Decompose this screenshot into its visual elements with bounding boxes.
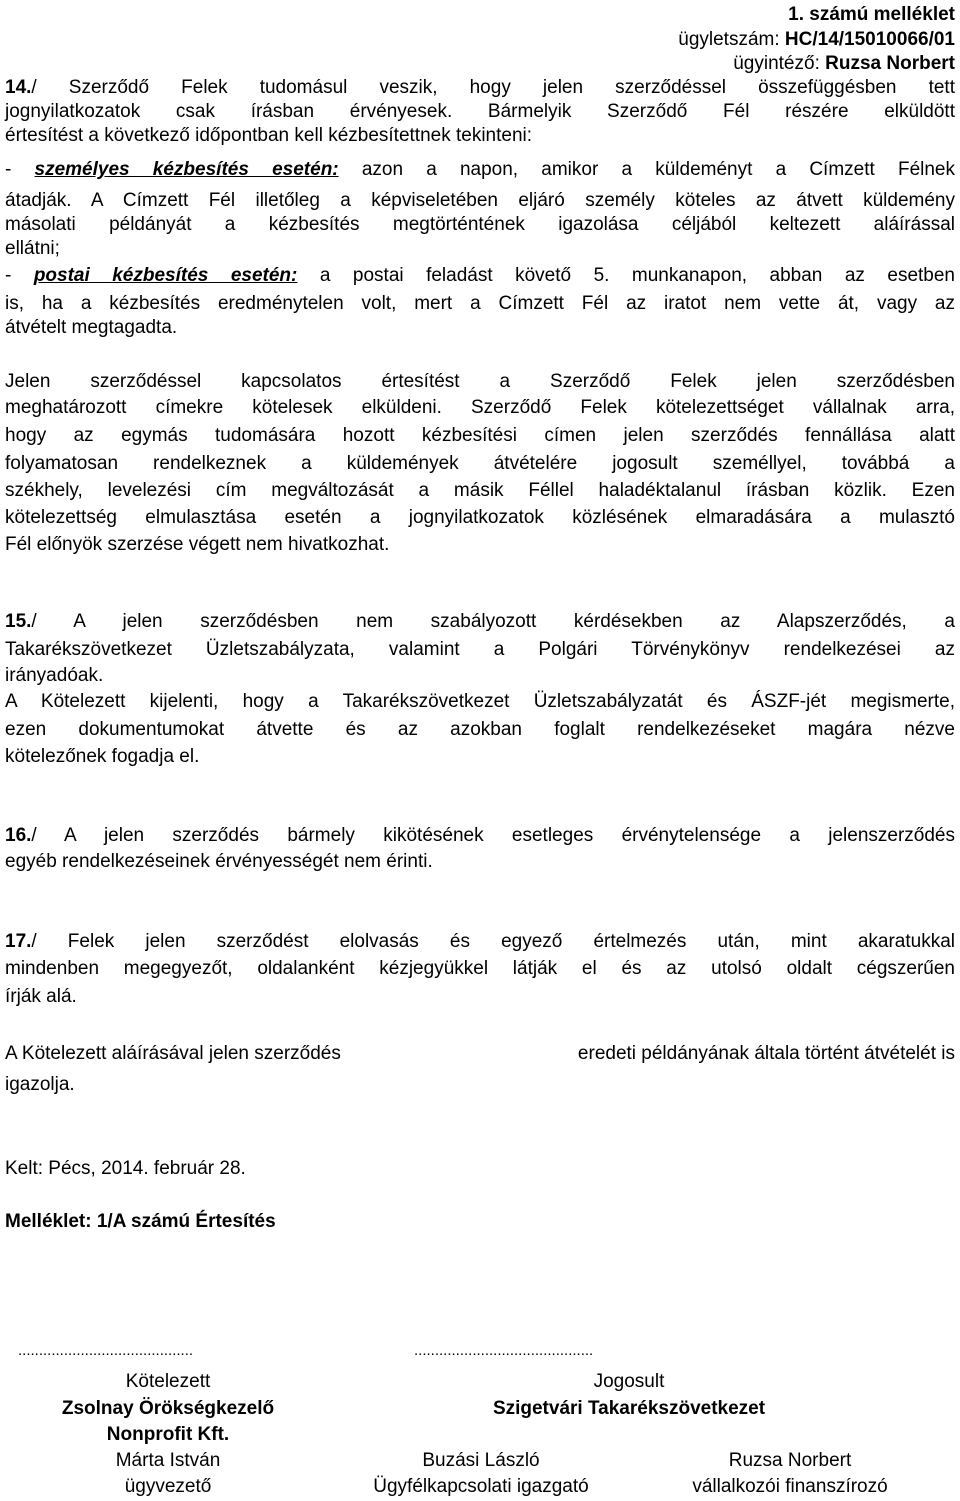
section-14-line-6: másolati példányát a kézbesítés megtörténtének igazolása céljából keltezett aláírással bbox=[5, 214, 955, 235]
section-14-line-2: jognyilatkozatok csak írásban érvényesek. Bármelyik Szerződő Fél részére elküldött bbox=[5, 101, 955, 122]
section-14-line-7: ellátni; bbox=[5, 238, 60, 259]
right-signatory-name: Ruzsa Norbert bbox=[728, 1450, 852, 1471]
section-14-line-9: is, ha a kézbesítés eredménytelen volt, mert a Címzett Fél az iratot nem vette át, vagy az bbox=[5, 293, 955, 314]
date-line: Kelt: Pécs, 2014. február 28. bbox=[5, 1158, 246, 1179]
section-17-line-2: mindenben megegyezőt, oldalanként kézjegyükkel látják el és az utolsó oldalt cégszerűen bbox=[5, 958, 955, 979]
section-14-line-1 bbox=[5, 76, 955, 100]
handler-label: ügyintéző: bbox=[733, 53, 826, 74]
section-16-line-1 bbox=[5, 824, 955, 848]
left-signatory-title: ügyvezető bbox=[124, 1476, 212, 1497]
section-14-para-2-line-1: Jelen szerződéssel kapcsolatos értesítést a Szerződő Felek jelen szerződésben bbox=[5, 371, 955, 392]
section-14-para-2-line-5: székhely, levelezési cím megváltozását a másik Féllel haladéktalanul írásban közlik. Ezen bbox=[5, 480, 955, 501]
case-number-label: ügyletszám: bbox=[678, 29, 785, 50]
acknowledgement-left: A Kötelezett aláírásával jelen szerződés bbox=[5, 1043, 341, 1064]
section-16-text: / A jelen szerződés bármely kikötésének esetleges érvénytelensége a jelenszerződés bbox=[31, 825, 955, 846]
signature-line-left: .......................................... bbox=[18, 1342, 194, 1359]
acknowledgement-right: eredeti példányának általa történt átvételét is bbox=[577, 1043, 955, 1064]
section-15-line-3: irányadóak. bbox=[5, 665, 104, 686]
section-17-line-1 bbox=[5, 930, 955, 954]
left-party-company-line-2: Nonprofit Kft. bbox=[106, 1424, 230, 1445]
section-14-line-10: átvételt megtagadta. bbox=[5, 317, 178, 338]
section-14-line-5: átadják. A Címzett Fél illetőleg a képviseletében eljáró személy köteles az átvett küldemény bbox=[5, 190, 955, 211]
signature-line-right: ........................................... bbox=[414, 1342, 594, 1359]
case-number-line bbox=[5, 28, 955, 52]
section-17-number: 17. bbox=[5, 931, 32, 952]
handler-line bbox=[5, 52, 955, 76]
left-party-role: Kötelezett bbox=[125, 1371, 211, 1392]
right-party-role: Jogosult bbox=[593, 1371, 665, 1392]
middle-signatory-title: Ügyfélkapcsolati igazgató bbox=[373, 1476, 589, 1497]
list-dash: - bbox=[5, 265, 34, 286]
case-number-value: HC/14/15010066/01 bbox=[784, 29, 955, 50]
section-14-para-2-line-6: kötelezettség elmulasztása esetén a jognyilatkozatok közlésének elmaradására a mulasztó bbox=[5, 507, 955, 528]
section-14-para-2-line-7: Fél előnyök szerzése végett nem hivatkozhat. bbox=[5, 534, 390, 555]
section-15-line-4: A Kötelezett kijelenti, hogy a Takarékszövetkezet Üzletszabályzatát és ÁSZF-jét megismerte, bbox=[5, 691, 955, 712]
attachment-line: Melléklet: 1/A számú Értesítés bbox=[5, 1211, 276, 1232]
middle-signatory-name: Buzási László bbox=[422, 1450, 540, 1471]
section-15-number: 15. bbox=[5, 611, 32, 632]
personal-delivery-term: személyes kézbesítés esetén: bbox=[34, 159, 339, 180]
section-14-line-3: értesítést a következő időpontban kell kézbesítettnek tekinteni: bbox=[5, 125, 533, 146]
left-signatory-name: Márta István bbox=[115, 1450, 221, 1471]
section-14-text: / Szerződő Felek tudomásul veszik, hogy jelen szerződéssel összefüggésben tett bbox=[31, 77, 955, 98]
list-dash: - bbox=[5, 159, 35, 180]
handler-value: Ruzsa Norbert bbox=[825, 53, 955, 74]
postal-delivery-text: a postai feladást követő 5. munkanapon, abban az esetben bbox=[297, 265, 955, 286]
section-17-line-3: írják alá. bbox=[5, 986, 77, 1007]
postal-delivery-term: postai kézbesítés esetén: bbox=[33, 265, 298, 286]
section-17-text: / Felek jelen szerződést elolvasás és egyező értelmezés után, mint akaratukkal bbox=[31, 931, 955, 952]
section-14-line-8 bbox=[5, 264, 955, 288]
section-14-line-4 bbox=[5, 158, 955, 182]
section-14-para-2-line-2: meghatározott címekre kötelesek elküldeni. Szerződő Felek kötelezettséget vállalnak arra, bbox=[5, 397, 955, 418]
personal-delivery-text: azon a napon, amikor a küldeményt a Címzett Félnek bbox=[338, 159, 955, 180]
section-15-line-5: ezen dokumentumokat átvette és az azokban foglalt rendelkezéseket magára nézve bbox=[5, 719, 955, 740]
left-party-company-line-1: Zsolnay Örökségkezelő bbox=[61, 1398, 275, 1419]
section-15-line-1 bbox=[5, 610, 955, 634]
acknowledgement-line-1 bbox=[5, 1042, 955, 1066]
section-14-para-2-line-3: hogy az egymás tudomására hozott kézbesítési címen jelen szerződés fennállása alatt bbox=[5, 425, 955, 446]
section-15-line-2: Takarékszövetkezet Üzletszabályzata, valamint a Polgári Törvénykönyv rendelkezései az bbox=[5, 639, 955, 660]
section-15-text: / A jelen szerződésben nem szabályozott kérdésekben az Alapszerződés, a bbox=[31, 611, 955, 632]
section-16-line-2: egyéb rendelkezéseinek érvényességét nem érinti. bbox=[5, 851, 433, 872]
section-14-number: 14. bbox=[5, 77, 32, 98]
right-party-company: Szigetvári Takarékszövetkezet bbox=[492, 1398, 766, 1419]
section-15-line-6: kötelezőnek fogadja el. bbox=[5, 746, 200, 767]
section-16-number: 16. bbox=[5, 825, 32, 846]
annex-title: 1. számú melléklet bbox=[788, 4, 955, 25]
right-signatory-title: vállalkozói finanszírozó bbox=[692, 1476, 888, 1497]
section-14-para-2-line-4: folyamatosan rendelkeznek a küldemények átvételére jogosult személlyel, továbbá a bbox=[5, 453, 955, 474]
acknowledgement-line-2: igazolja. bbox=[5, 1074, 75, 1095]
